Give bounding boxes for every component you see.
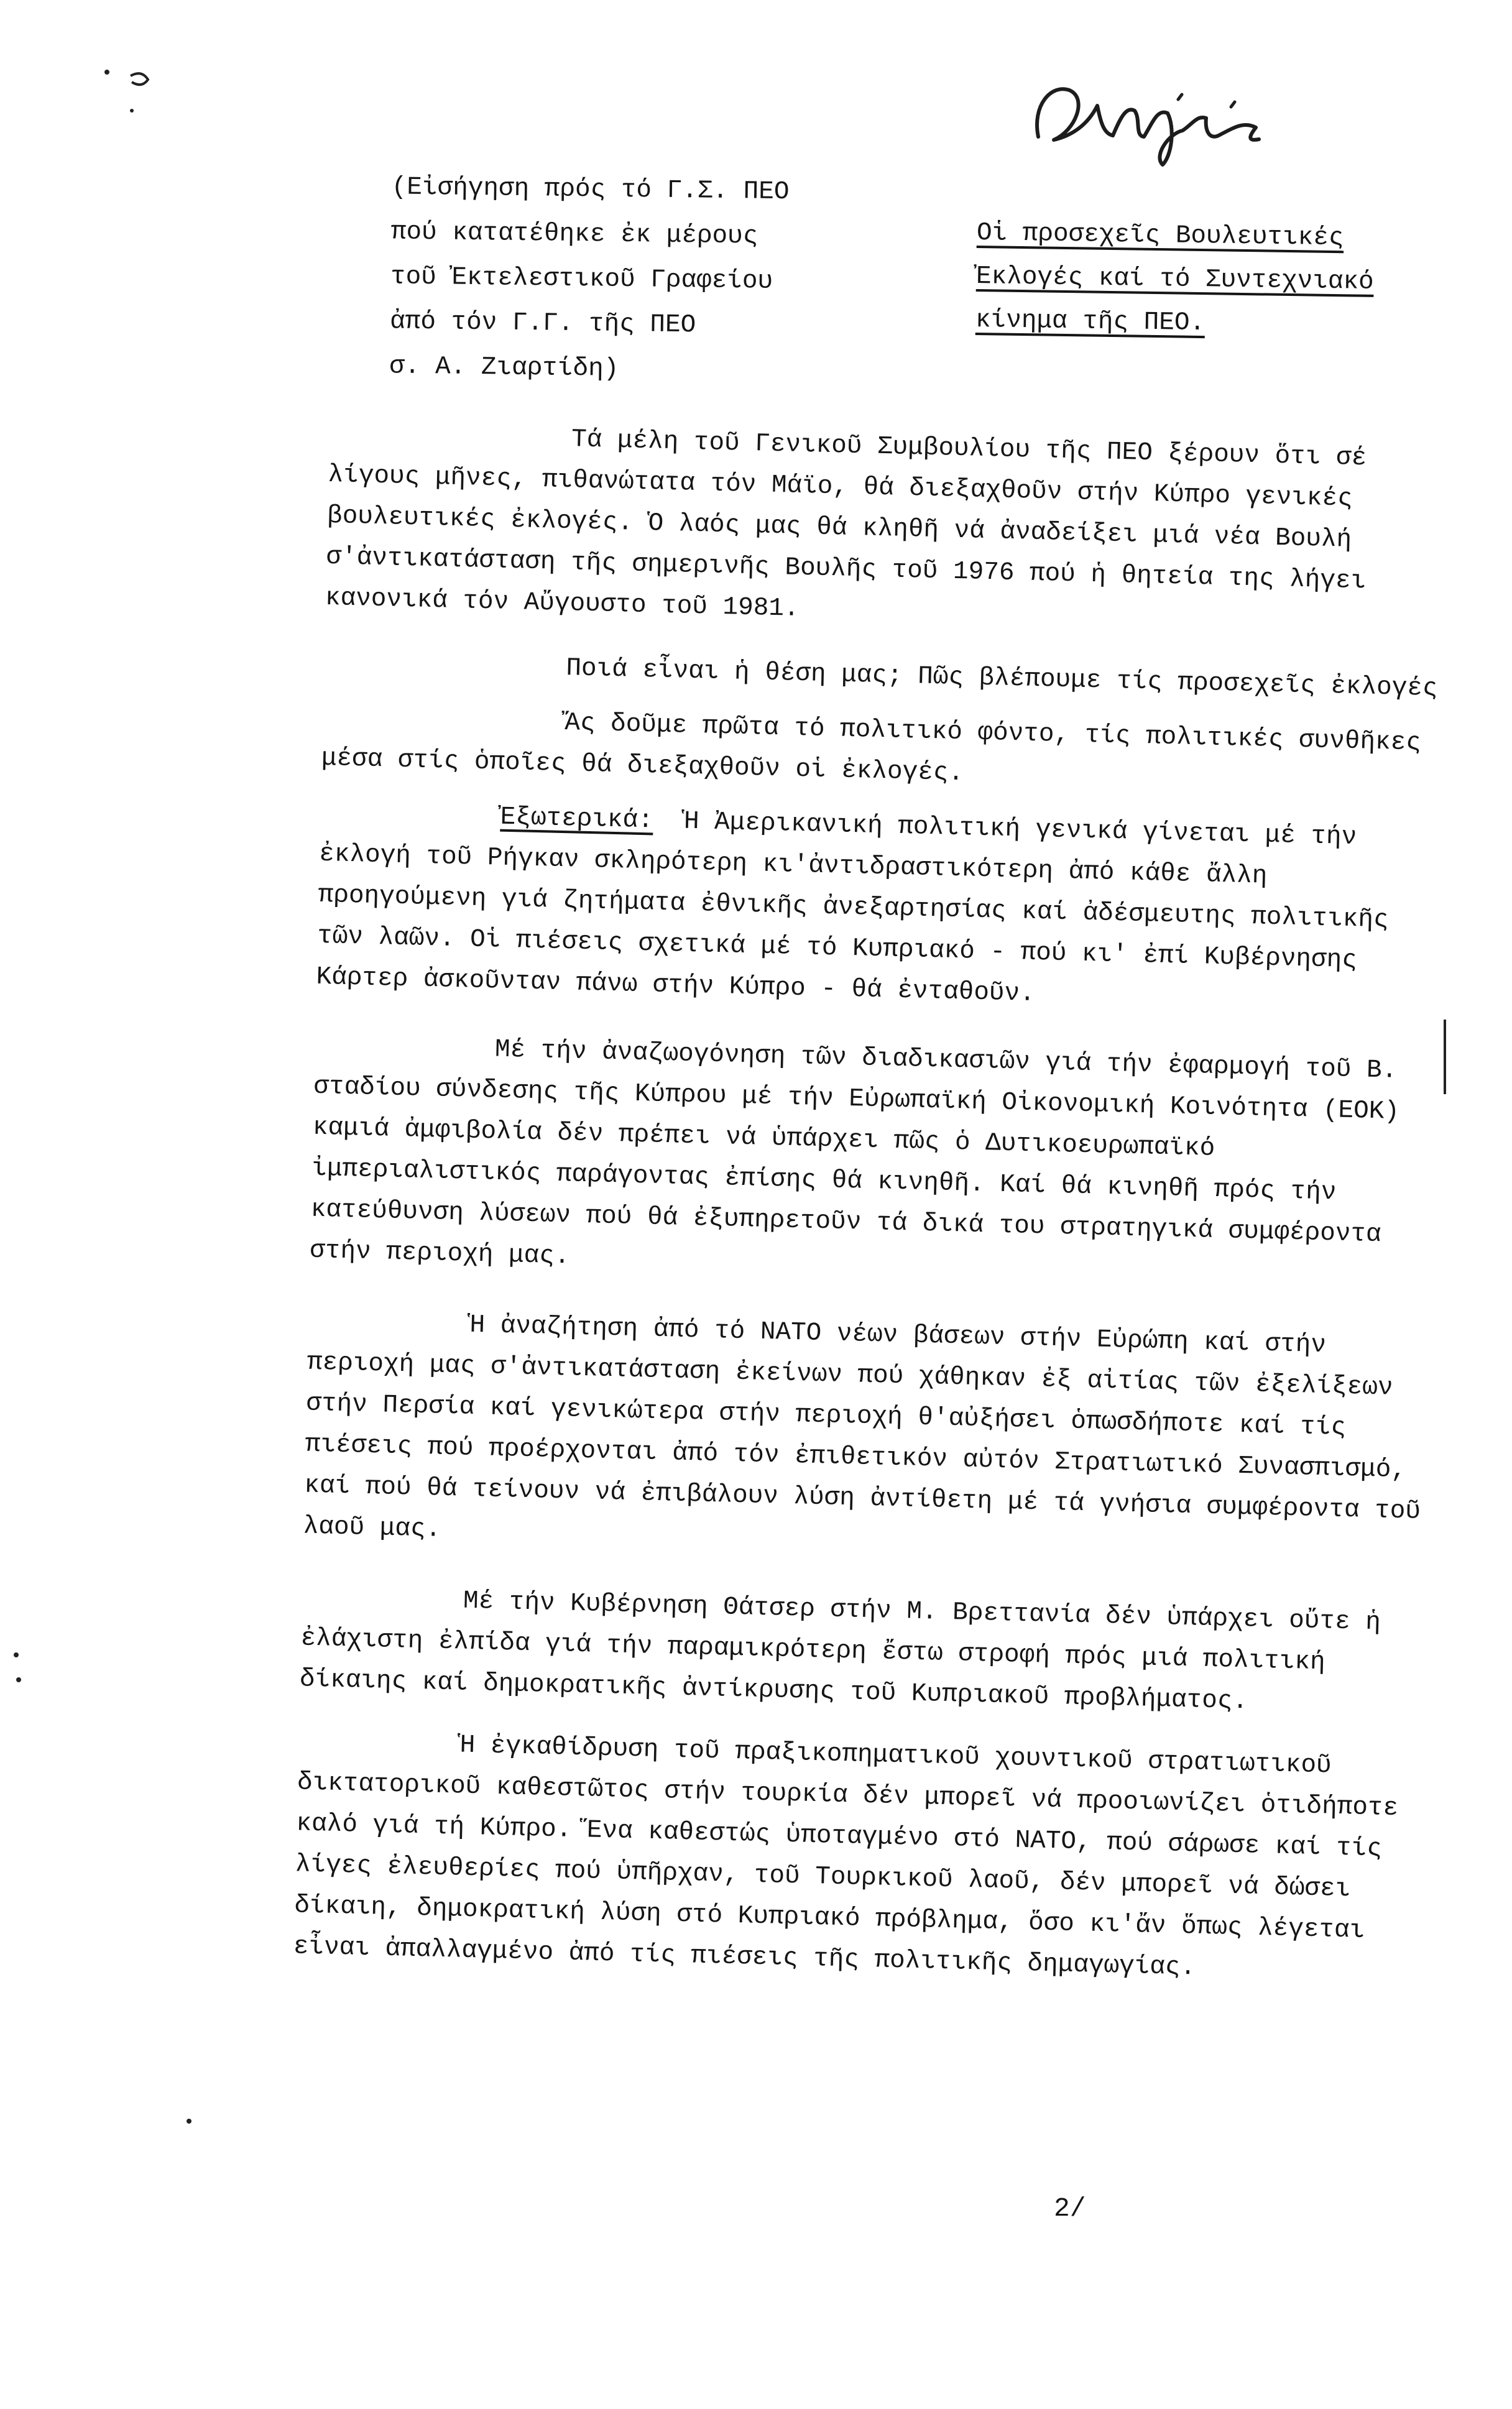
paragraph-4 xyxy=(316,793,1439,1024)
note-line: τοῦ Ἐκτελεστικοῦ Γραφείου xyxy=(390,262,773,296)
page-number: 2/ xyxy=(1054,2193,1086,2224)
paragraph-7: Μέ τήν Κυβέρνηση Θάτσερ στήν Μ. Βρεττανία δέν ὑπάρχει οὔτε ἡ ἐλάχιστη ἐλπίδα γιά τήν παραμικρότερη ἔστω στροφή πρός μιά πολιτική δίκαιης καί δημοκρατικῆς ἀντίκρυσης τοῦ Κυπριακοῦ προβλήματος. xyxy=(299,1587,1381,1716)
note-line: ἀπό τόν Γ.Γ. τῆς ΠΕΟ xyxy=(389,307,696,340)
scan-mark-left-dots xyxy=(6,1641,31,1697)
title-line: Ἐκλογές καί τό Συντεχνιακό xyxy=(975,262,1375,297)
note-line: σ. Α. Ζιαρτίδη) xyxy=(389,352,619,384)
note-line: πού κατατέθηκε ἐκ μέρους xyxy=(390,218,758,251)
document-title xyxy=(975,211,1425,348)
paragraph-2: Ποιά εἶναι ἡ θέση μας; Πῶς βλέπουμε τίς προσεχεῖς ἐκλογές xyxy=(565,654,1439,704)
margin-line xyxy=(1444,1020,1446,1094)
section-label-external: Ἐξωτερικά: xyxy=(500,803,654,836)
document-body xyxy=(293,413,1448,1994)
paragraph-5: Μέ τήν ἀναζωογόνηση τῶν διαδικασιῶν γιά τήν ἐφαρμογή τοῦ Β. σταδίου σύνδεσης τῆς Κύπρου μέ τήν Εὐρωπαϊκή Οἰκονομική Κοινότητα (ΕΟΚ) καμιά ἀμφιβολία δέν πρέπει νά ὑπάρχει πῶς ὁ Δυτικοευρωπαϊκό ἰμπεριαλιστικός παράγοντας ἐπίσης θά κινηθῆ. Καί θά κινηθῆ πρός τήν κατεύθυνση λύσεων πού θά ἐξυπηρετοῦν τά δικά του στρατηγικά συμφέροντα στήν περιοχή μας. xyxy=(309,1035,1400,1271)
paragraph-6: Ἡ ἀναζήτηση ἀπό τό ΝΑΤΟ νέων βάσεων στήν Εὐρώπη καί στήν περιοχή μας σ'ἀντικατάσταση ἐκείνων πού χάθηκαν ἐξ αἰτίας τῶν ἐξελίξεων στήν Περσία καί γενικώτερα στήν περιοχή θ'αὐξήσει ὁπωσδήποτε καί τίς πιέσεις πού προέρχονται ἀπό τόν ἐπιθετικόν αὐτόν Στρατιωτικό Συνασπισμό, καί πού θά τείνουν νά ἐπιβάλουν λύση ἀντίθετη μέ τά γνήσια συμφέροντα τοῦ λαοῦ μας. xyxy=(303,1310,1421,1544)
paragraph-8: Ἡ ἐγκαθίδρυση τοῦ πραξικοπηματικοῦ χουντικοῦ στρατιωτικοῦ δικτατορικοῦ καθεστῶτος στήν τουρκία δέν μπορεῖ νά προοιωνίζει ὁτιδήποτε καλό γιά τή Κύπρο. Ἕνα καθεστώς ὑποταγμένο στό ΝΑΤΟ, πού σάρωσε καί τίς λίγες ἐλευθερίες πού ὑπῆρχαν, τοῦ Τουρκικοῦ λαοῦ, δέν μπορεῖ νά δώσει δίκαιη, δημοκρατική λύση στό Κυπριακό πρόβλημα, ὅσο κι'ἄν ὅπως λέγεται εἶναι ἀπαλλαγμένο ἀπό τίς πιέσεις τῆς πολιτικῆς δημαγωγίας. xyxy=(293,1731,1399,1983)
handwritten-annotation xyxy=(1020,62,1281,168)
title-line: κίνημα τῆς ΠΕΟ. xyxy=(975,305,1205,338)
title-line: Οἱ προσεχεῖς Βουλευτικές xyxy=(976,218,1344,253)
scan-mark-top-left xyxy=(93,62,168,124)
paragraph-4-text: Ἡ Ἀμερικανική πολιτική γενικά γίνεται μέ τήν ἐκλογή τοῦ Ρήγκαν σκληρότερη κι'ἀντιδραστικότερη ἀπό κάθε ἄλλη προηγούμενη γιά ζητήματα ἐθνικῆς ἀνεξαρτησίας καί ἀδέσμευτης πολιτικῆς τῶν λαῶν. Οἱ πιέσεις σχετικά μέ τό Κυπριακό - πού κι' ἐπί Κυβέρνησης Κάρτερ ἀσκοῦνταν πάνω στήν Κύπρο - θά ἐνταθοῦν. xyxy=(316,807,1390,1008)
paragraph-1: Τά μέλη τοῦ Γενικοῦ Συμβουλίου τῆς ΠΕΟ ξέρουν ὅτι σέ λίγους μῆνες, πιθανώτατα τόν Μάϊο, θά διεξαχθοῦν στήν Κύπρο γενικές βουλευτικές ἐκλογές. Ὁ λαός μας θά κληθῆ νά ἀναδείξει μιά νέα Βουλή σ'ἀντικατάσταση τῆς σημερινῆς Βουλῆς τοῦ 1976 πού ἡ θητεία της λήγει κανονικά τόν Αὔγουστο τοῦ 1981. xyxy=(325,425,1367,624)
paragraph-3: Ἄς δοῦμε πρῶτα τό πολιτικό φόντο, τίς πολιτικές συνθῆκες μέσα στίς ὁποῖες θά διεξαχθοῦν οἱ ἐκλογές. xyxy=(321,709,1422,788)
submission-note xyxy=(389,165,864,394)
scan-mark-left-dot xyxy=(184,2114,196,2132)
note-line: (Εἰσήγηση πρός τό Γ.Σ. ΠΕΟ xyxy=(391,173,790,207)
